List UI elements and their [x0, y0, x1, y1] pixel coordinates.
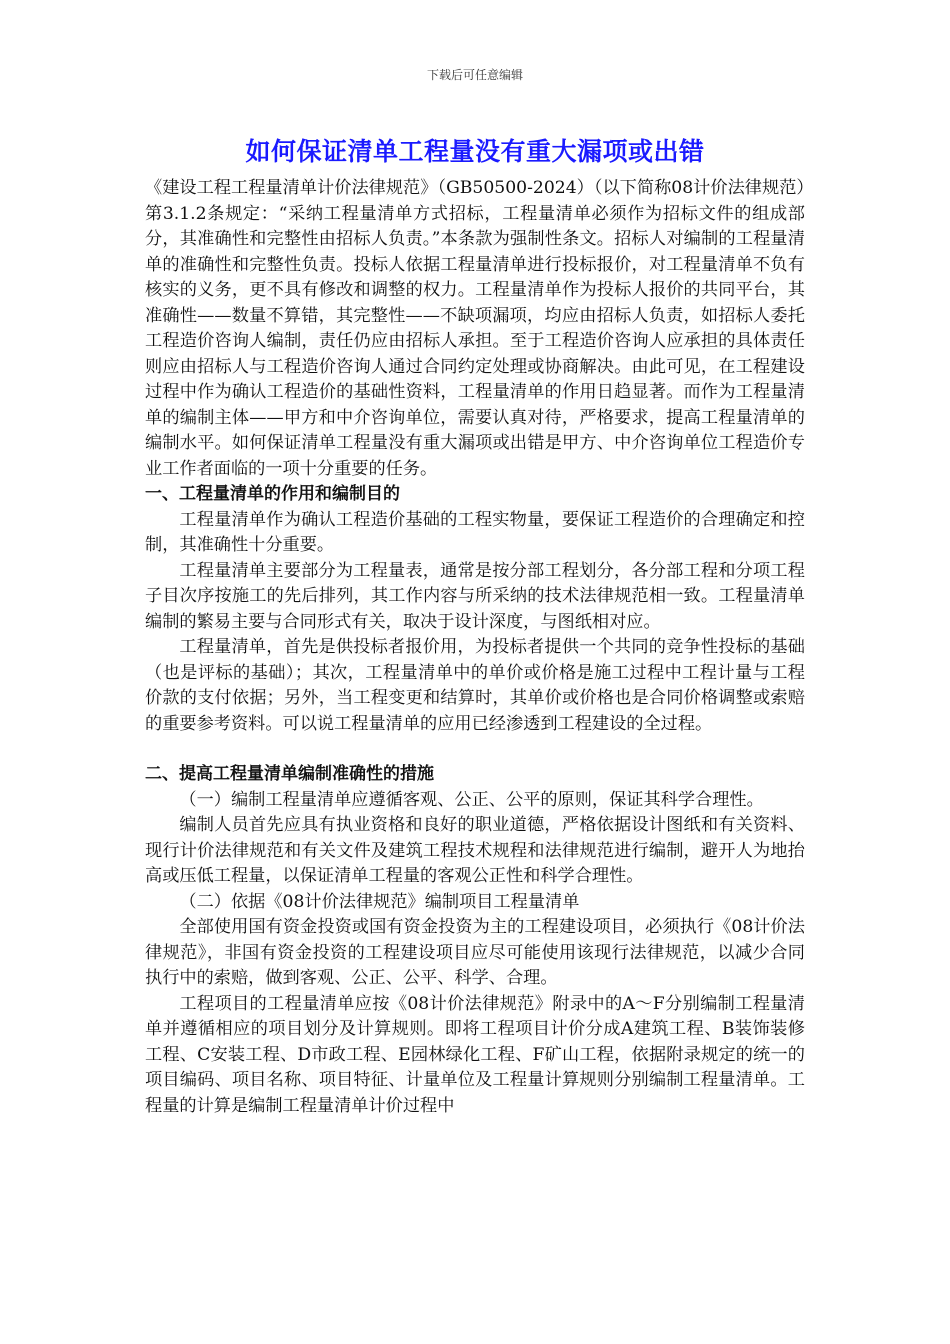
document-body	[145, 176, 805, 1119]
section-2-paragraph: 全部使用国有资金投资或国有资金投资为主的工程建设项目，必须执行《08计价法律规范》，非国有资金投资的工程建设项目应尽可能使用该现行法律规范，以减少合同执行中的索赔，做到客观、公正、公平、科学、合理。	[145, 917, 805, 988]
section-2-paragraph: 工程项目的工程量清单应按《08计价法律规范》附录中的A～F分别编制工程量清单并遵循相应的项目划分及计算规则。即将工程项目计价分成A建筑工程、B装饰装修工程、C安装工程、D市政工程、E园林绿化工程、F矿山工程，依据附录规定的统一的项目编码、项目名称、项目特征、计量单位及工程量计算规则分别编制工程量清单。工程量的计算是编制工程量清单计价过程中	[145, 993, 805, 1116]
document-title: 如何保证清单工程量没有重大漏项或出错	[245, 137, 705, 166]
subsection-1-heading: （一）编制工程量清单应遵循客观、公正、公平的原则，保证其科学合理性。	[179, 789, 764, 810]
section-1-paragraph: 工程量清单主要部分为工程量表，通常是按分部工程划分，各分部工程和分项工程子目次序按施工的先后排列，其工作内容与所采纳的技术法律规范相一致。工程量清单编制的繁易主要与合同形式有关，取决于设计深度，与图纸相对应。	[145, 560, 805, 632]
section-2-heading: 二、提高工程量清单编制准确性的措施	[145, 764, 434, 784]
subsection-2-heading: （二）依据《08计价法律规范》编制项目工程量清单	[179, 891, 580, 912]
section-1-heading: 一、工程量清单的作用和编制目的	[145, 484, 400, 504]
section-2-paragraph: 编制人员首先应具有执业资格和良好的职业道德，严格依据设计图纸和有关资料、现行计价法律规范和有关文件及建筑工程技术规程和法律规范进行编制，避开人为地抬高或压低工程量，以保证清单工程量的客观公正性和科学合理性。	[145, 815, 805, 886]
intro-paragraph: 《建设工程工程量清单计价法律规范》（GB50500-2024）（以下简称08计价法律规范）第3.1.2条规定：“采纳工程量清单方式招标，工程量清单必须作为招标文件的组成部分，其准确性和完整性由招标人负责。”本条款为强制性条文。招标人对编制的工程量清单的准确性和完整性负责。投标人依据工程量清单进行投标报价，对工程量清单不负有核实的义务，更不具有修改和调整的权力。工程量清单作为投标人报价的共同平台，其准确性——数量不算错，其完整性——不缺项漏项，均应由招标人负责，如招标人委托工程造价咨询人编制，责任仍应由招标人承担。至于工程造价咨询人应承担的具体责任则应由招标人与工程造价咨询人通过合同约定处理或协商解决。由此可见，在工程建设过程中作为确认工程造价的基础性资料，工程量清单的作用日趋显著。而作为工程量清单的编制主体——甲方和中介咨询单位，需要认真对待，严格要求，提高工程量清单的编制水平。如何保证清单工程量没有重大漏项或出错是甲方、中介咨询单位工程造价专业工作者面临的一项十分重要的任务。	[145, 178, 805, 479]
section-1-paragraph: 工程量清单，首先是供投标者报价用，为投标者提供一个共同的竞争性投标的基础（也是评标的基础）；其次，工程量清单中的单价或价格是施工过程中工程计量与工程价款的支付依据；另外，当工程变更和结算时，其单价或价格也是合同价格调整或索赔的重要参考资料。可以说工程量清单的应用已经渗透到工程建设的全过程。	[145, 637, 805, 734]
header-note: 下载后可任意编辑	[426, 68, 523, 82]
section-1-paragraph: 工程量清单作为确认工程造价基础的工程实物量，要保证工程造价的合理确定和控制，其准确性十分重要。	[145, 509, 805, 555]
blank-line	[145, 737, 805, 762]
